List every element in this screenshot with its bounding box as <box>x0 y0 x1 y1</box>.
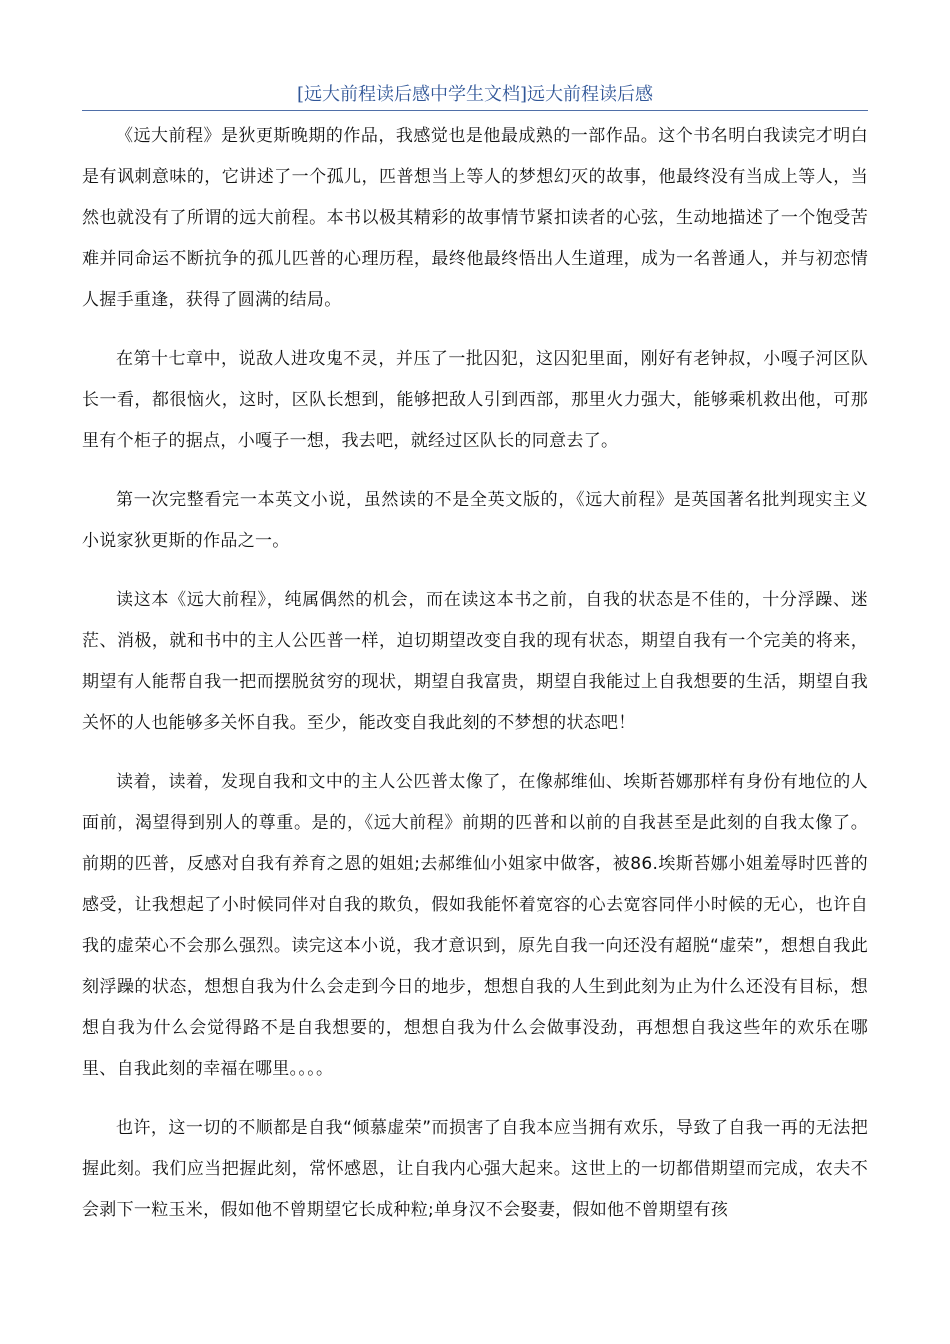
document-header <box>82 80 868 111</box>
document-title: [远大前程读后感中学生文档]远大前程读后感 <box>296 84 654 105</box>
paragraph-6: 也许，这一切的不顺都是自我“倾慕虚荣”而损害了自我本应当拥有欢乐，导致了自我一再的无法把握此刻。我们应当把握此刻，常怀感恩，让自我内心强大起来。这世上的一切都借期望而完成，农夫不会剥下一粒玉米，假如他不曾期望它长成种粒;单身汉不会娶妻，假如他不曾期望有孩 <box>82 1118 868 1220</box>
document-body <box>82 116 868 1249</box>
paragraph-5: 读着，读着，发现自我和文中的主人公匹普太像了，在像郝维仙、埃斯苔娜那样有身份有地位的人面前，渴望得到别人的尊重。是的，《远大前程》前期的匹普和以前的自我甚至是此刻的自我太像了。前期的匹普，反感对自我有养育之恩的姐姐;去郝维仙小姐家中做客，被86.埃斯苔娜小姐羞辱时匹普的感受，让我想起了小时候同伴对自我的欺负，假如我能怀着宽容的心去宽容同伴小时候的无心，也许自我的虚荣心不会那么强烈。读完这本小说，我才意识到，原先自我一向还没有超脱“虚荣”，想想自我此刻浮躁的状态，想想自我为什么会走到今日的地步，想想自我的人生到此刻为止为什么还没有目标，想想自我为什么会觉得路不是自我想要的，想想自我为什么会做事没劲，再想想自我这些年的欢乐在哪里、自我此刻的幸福在哪里。。。。 <box>82 772 868 1079</box>
paragraph-3: 第一次完整看完一本英文小说，虽然读的不是全英文版的，《远大前程》是英国著名批判现实主义小说家狄更斯的作品之一。 <box>82 490 868 551</box>
paragraph-4: 读这本《远大前程》，纯属偶然的机会，而在读这本书之前，自我的状态是不佳的，十分浮躁、迷茫、消极，就和书中的主人公匹普一样，迫切期望改变自我的现有状态，期望自我有一个完美的将来，期望有人能帮自我一把而摆脱贫穷的现状，期望自我富贵，期望自我能过上自我想要的生活，期望自我关怀的人也能够多关怀自我。至少，能改变自我此刻的不梦想的状态吧！ <box>82 590 868 733</box>
paragraph-2: 在第十七章中，说敌人进攻鬼不灵，并压了一批囚犯，这囚犯里面，刚好有老钟叔，小嘎子河区队长一看，都很恼火，这时，区队长想到，能够把敌人引到西部，那里火力强大，能够乘机救出他，可那里有个柜子的据点，小嘎子一想，我去吧，就经过区队长的同意去了。 <box>82 349 868 451</box>
paragraph-1: 《远大前程》是狄更斯晚期的作品，我感觉也是他最成熟的一部作品。这个书名明白我读完才明白是有讽刺意味的，它讲述了一个孤儿，匹普想当上等人的梦想幻灭的故事，他最终没有当成上等人，当然也就没有了所谓的远大前程。本书以极其精彩的故事情节紧扣读者的心弦，生动地描述了一个饱受苦难并同命运不断抗争的孤儿匹普的心理历程，最终他最终悟出人生道理，成为一名普通人，并与初恋情人握手重逢，获得了圆满的结局。 <box>82 126 868 310</box>
